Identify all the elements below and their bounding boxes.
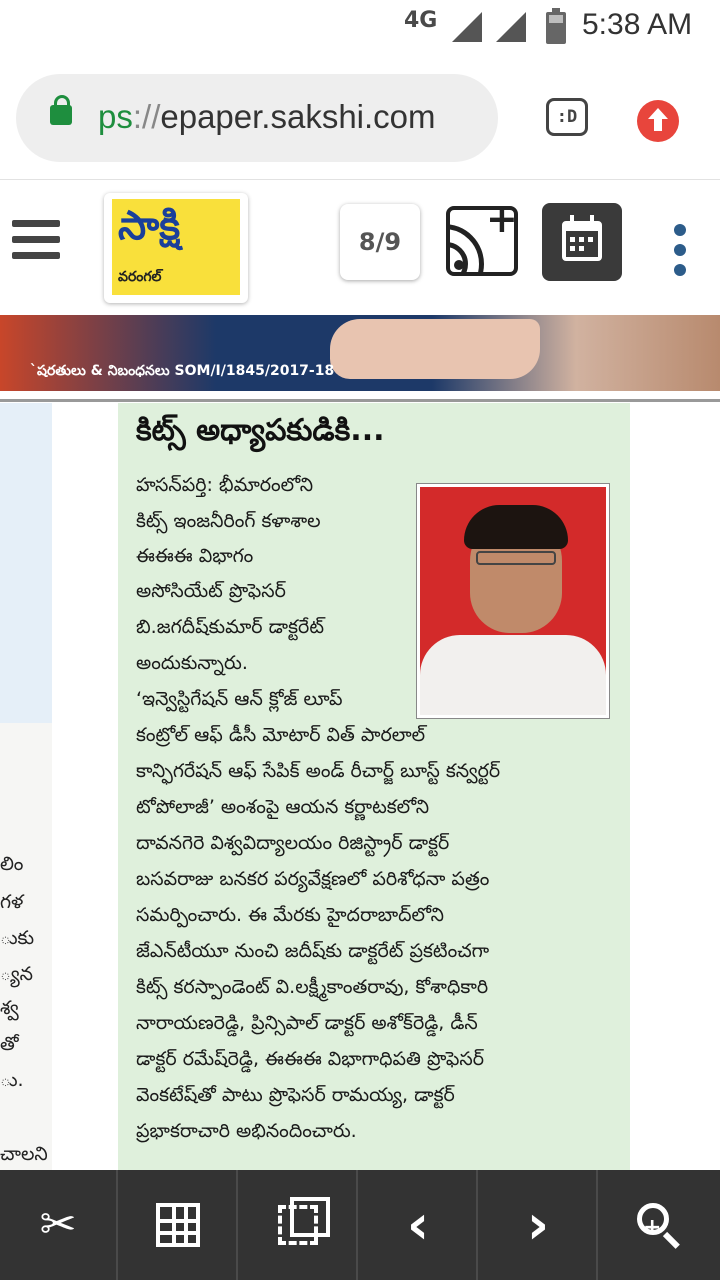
network-type: 4G [404, 8, 438, 33]
zoom-button[interactable] [600, 1170, 718, 1280]
article-photo [416, 483, 610, 719]
previous-page-button[interactable] [360, 1170, 478, 1280]
url-host: epaper.sakshi.com [160, 98, 436, 135]
more-options-icon[interactable] [672, 224, 688, 276]
url-scheme: ps [98, 98, 133, 135]
text-fragment: ్యన [0, 963, 34, 985]
text-fragment: గళ [0, 891, 24, 913]
text-fragment: చాలని [0, 1143, 48, 1165]
news-article[interactable] [118, 403, 630, 1173]
thumbnails-button[interactable] [120, 1170, 238, 1280]
article-line: కిట్స్ ఇంజనీరింగ్ కళాశాల [136, 510, 321, 532]
article-line: జేఎన్‌టీయూ నుంచి జదీష్‌కు డాక్టరేట్ ప్రకటించగా [136, 940, 490, 962]
browser-toolbar [0, 56, 720, 180]
article-line: ఈఈఈ విభాగం [136, 545, 254, 567]
chevron-right-icon: › [526, 1193, 550, 1256]
next-page-button[interactable] [480, 1170, 598, 1280]
article-line: బసవరాజు బనకర పర్యవేక్షణలో పరిశోధనా పత్రం [136, 868, 490, 890]
url-bar[interactable] [16, 74, 498, 162]
article-line: ‘ఇన్వెస్టిగేషన్ ఆన్ క్లోజ్ లూప్ [136, 688, 343, 710]
logo-edition: వరంగల్ [118, 269, 162, 285]
url-separator: :// [132, 98, 161, 135]
text-fragment: ుకు [0, 927, 35, 949]
scissors-icon: ✂ [39, 1199, 77, 1250]
url-text[interactable] [98, 98, 436, 136]
signal-icon [452, 12, 482, 42]
text-fragment: లిం [0, 853, 24, 875]
article-line: టోపోలాజీ’ అంశంపై ఆయన కర్ణాటకలోని [136, 796, 430, 818]
page-indicator[interactable]: 8/9 [340, 204, 420, 280]
article-line: ప్రభాకరాచారి అభినందించారు. [136, 1120, 357, 1142]
adjacent-article[interactable] [0, 403, 52, 1175]
article-line: దావనగెరె విశ్వవిద్యాలయం రిజిస్ట్రార్ డాక్టర్ [136, 832, 450, 854]
upload-icon[interactable] [637, 100, 679, 142]
advertisement-strip[interactable] [0, 315, 720, 391]
article-line: కిట్స్ కరస్పాండెంట్ వి.లక్ష్మీకాంతరావు, కోశాధికారి [136, 976, 489, 998]
article-line: హసన్‌పర్తి: భీమారంలోని [136, 474, 314, 496]
status-bar [0, 0, 720, 56]
article-line: సమర్పించారు. ఈ మేరకు హైదరాబాద్‌లోని [136, 904, 444, 926]
article-line: అందుకున్నారు. [136, 652, 248, 674]
tab-switcher-icon[interactable]: :D [546, 98, 588, 136]
text-fragment: తో [0, 1033, 19, 1055]
ad-caption: `షరతులు & నిబంధనలు SOM/I/1845/2017-18 [30, 363, 335, 379]
grid-icon [156, 1203, 200, 1247]
article-line: కాన్ఫిగరేషన్ ఆఫ్ సేపిక్ అండ్ రీచార్జ్ బూస్ట్ కన్వర్టర్ [136, 760, 501, 782]
sakshi-logo[interactable] [104, 193, 248, 303]
zoom-in-icon: + [637, 1203, 681, 1247]
calendar-button[interactable] [542, 203, 622, 281]
text-fragment: ు. [0, 1069, 24, 1091]
calendar-icon [562, 221, 602, 261]
article-line: నారాయణరెడ్డి, ప్రిన్సిపాల్ డాక్టర్ అశోక్‌రెడ్డి, డీన్ [136, 1012, 478, 1034]
bottom-toolbar [0, 1170, 720, 1280]
status-time: 5:38 AM [582, 8, 693, 41]
text-fragment: శ్వ [0, 997, 19, 1019]
lock-icon [50, 105, 72, 125]
crop-icon [278, 1205, 318, 1245]
article-headline: కిట్స్ అధ్యాపకుడికి... [136, 413, 385, 448]
article-line: డాక్టర్ రమేష్‌రెడ్డి, ఈఈఈ విభాగాధిపతి ప్రొఫెసర్ [136, 1048, 484, 1070]
select-area-button[interactable] [240, 1170, 358, 1280]
epaper-page[interactable] [0, 315, 720, 1175]
chevron-left-icon: ‹ [406, 1193, 430, 1256]
hamburger-menu-icon[interactable] [12, 220, 62, 260]
article-line: వెంకటేష్‌తో పాటు ప్రొఫెసర్ రామయ్య, డాక్టర్ [136, 1084, 455, 1106]
divider [0, 399, 720, 402]
clip-button[interactable] [0, 1170, 118, 1280]
article-line: అసోసియేట్ ప్రొఫెసర్ [136, 580, 286, 602]
logo-title: సాక్షి [118, 203, 181, 249]
article-line: కంట్రోల్ ఆఫ్ డీసీ మోటార్ విత్ పారలాల్ [136, 724, 426, 746]
plus-icon: + [486, 197, 518, 241]
article-line: బి.జగదీష్‌కుమార్ డాక్టరేట్ [136, 616, 324, 638]
signal-icon [496, 12, 526, 42]
battery-icon [546, 12, 566, 44]
